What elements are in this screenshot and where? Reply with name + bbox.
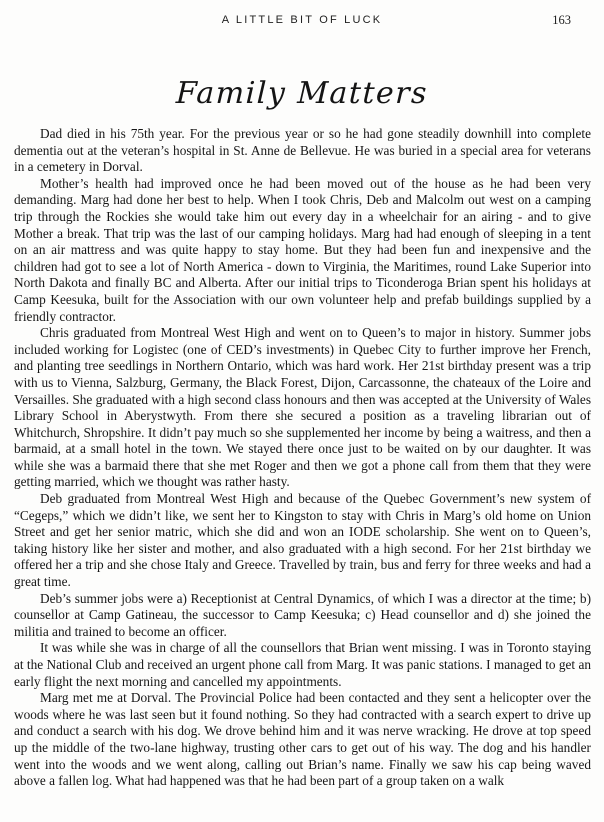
paragraph: Chris graduated from Montreal West High and went on to Queen’s to major in history. Summer jobs included working for Logistec (one of CED’s investments) in Quebec City to further improve her French, and planting tree seedlings in Northern Ontario, which was hard work. Her 21st birthday present was a trip with us to Vienna, Salzburg, Germany, the Black Forest, Dijon, Carcassonne, the chateaux of the Loire and Versailles. She graduated with a high second class honours and then was accepted at the University of Wales Library School in Aberystwyth. From there she secured a position as a traveling librarian out of Whitchurch, Shropshire. It didn’t pay much so she supplemented her income by being a waitress, and then a barmaid, at a small hotel in the town. We stayed there once just to be waited on by our daughter. It was while she was a barmaid there that she met Roger and then we got a phone call from them that they were getting married, which we thought was rather hasty. — [14, 325, 591, 490]
paragraph: Dad died in his 75th year. For the previous year or so he had gone steadily downhill into complete dementia out at the veteran’s hospital in St. Anne de Bellevue. He was buried in a special area for veterans in a cemetery in Dorval. — [14, 126, 591, 175]
paragraph: Mother’s health had improved once he had been moved out of the house as he had been very demanding. Marg had done her best to help. When I took Chris, Deb and Malcolm out west on a camping trip through the Rockies she would take him out every day in a wheelchair for an airing - and to give Mother a break. That trip was the last of our camping holidays. Marg had had enough of sleeping in a tent on an air mattress and was quite happy to stay home. But they had been fun and inexpensive and the children had got to see a lot of North America - down to Virginia, the Maritimes, round Lake Superior into North Dakota and finally BC and Alberta. After our initial trips to Ticonderoga Brian spent his holidays at Camp Keesuka, built for the Association with our own volunteer help and prefab buildings supplied by a friendly contractor. — [14, 175, 591, 324]
paragraph: Deb’s summer jobs were a) Receptionist at Central Dynamics, of which I was a director at the time; b) counsellor at Camp Gatineau, the successor to Camp Keesuka; c) Head counsellor and d) she joined the militia and trained to become an officer. — [14, 590, 591, 639]
page-number: 163 — [552, 13, 571, 27]
paragraph: Deb graduated from Montreal West High and because of the Quebec Government’s new system of “Cegeps,” which we didn’t like, we sent her to Kingston to stay with Chris in Marg’s old home on Union Street and get her senior matric, which she did and won an IODE scholarship. She went on to Queen’s, taking history like her sister and mother, and also graduated with a high second. For her 21st birthday we offered her a trip and she chose Italy and Greece. Travelled by train, bus and ferry for three weeks and had a great time. — [14, 491, 591, 590]
running-header-title: A LITTLE BIT OF LUCK — [221, 14, 383, 26]
paragraph: It was while she was in charge of all the counsellors that Brian went missing. I was in Toronto staying at the National Club and received an urgent phone call from Marg. It was panic stations. I managed to get an early flight the next morning and cancelled my appointments. — [14, 640, 592, 689]
chapter-title: Family Matters — [175, 76, 429, 111]
body-text — [14, 126, 591, 790]
paragraph: Marg met me at Dorval. The Provincial Police had been contacted and they sent a helicopter over the woods where he was last seen but it found nothing. So they had contracted with a search expert to drive up and conduct a search with his dog. We drove behind him and it was nerve wracking. He drove at top speed up the middle of the two-lane highway, trusting other cars to get out of his way. The dog and his handler went into the woods and we went along, calling out Brian’s name. Finally we saw his cap being waved above a fallen log. What had happened was that he had been part of a group taken on a walk — [14, 690, 591, 789]
